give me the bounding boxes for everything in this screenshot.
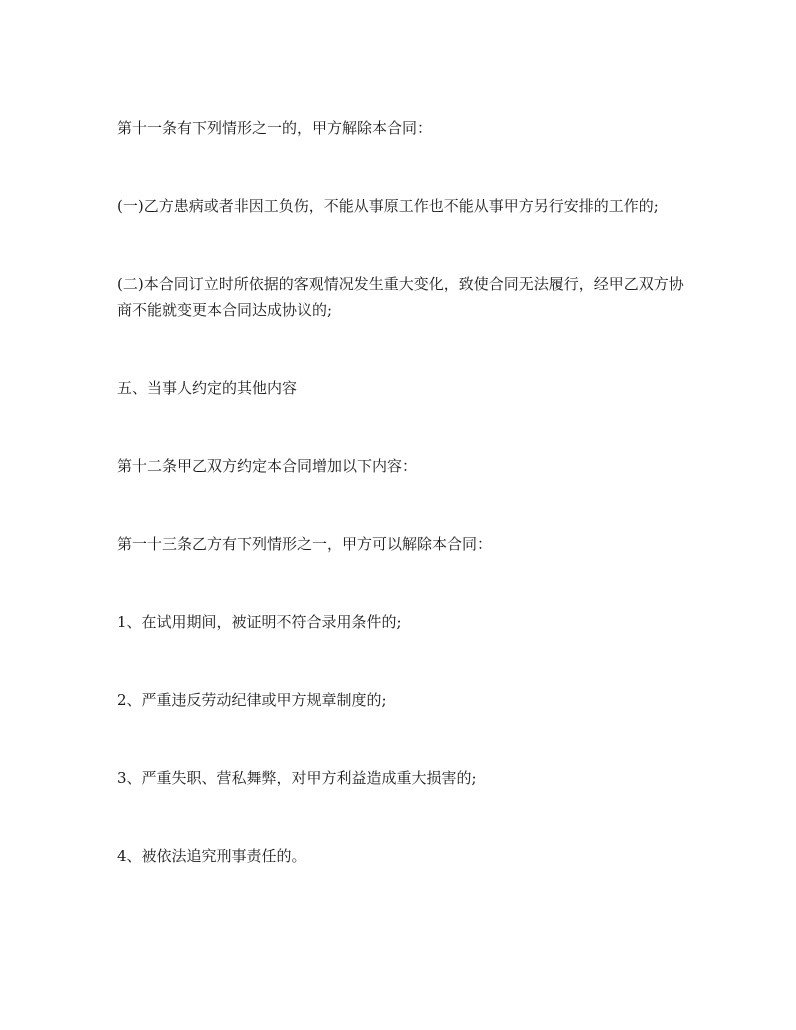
article-11-item-2: (二)本合同订立时所依据的客观情况发生重大变化，致使合同无法履行，经甲乙双方协商不能就变更本合同达成协议的; (117, 275, 684, 319)
article-11-item-1: (一)乙方患病或者非因工负伤，不能从事原工作也不能从事甲方另行安排的工作的; (117, 197, 659, 215)
article-13-heading: 第一十三条乙方有下列情形之一，甲方可以解除本合同： (117, 535, 493, 553)
article-11-heading: 第十一条有下列情形之一的，甲方解除本合同： (117, 119, 433, 137)
article-13-item-1: 1、在试用期间，被证明不符合录用条件的; (117, 613, 402, 631)
article-13-item-4: 4、被依法追究刑事责任的。 (117, 847, 307, 865)
article-12-heading: 第十二条甲乙双方约定本合同增加以下内容： (117, 457, 418, 475)
article-13-item-3: 3、严重失职、营私舞弊，对甲方利益造成重大损害的; (117, 769, 477, 787)
article-13-item-2: 2、严重违反劳动纪律或甲方规章制度的; (117, 691, 387, 709)
section-5-heading: 五、当事人约定的其他内容 (117, 379, 298, 397)
